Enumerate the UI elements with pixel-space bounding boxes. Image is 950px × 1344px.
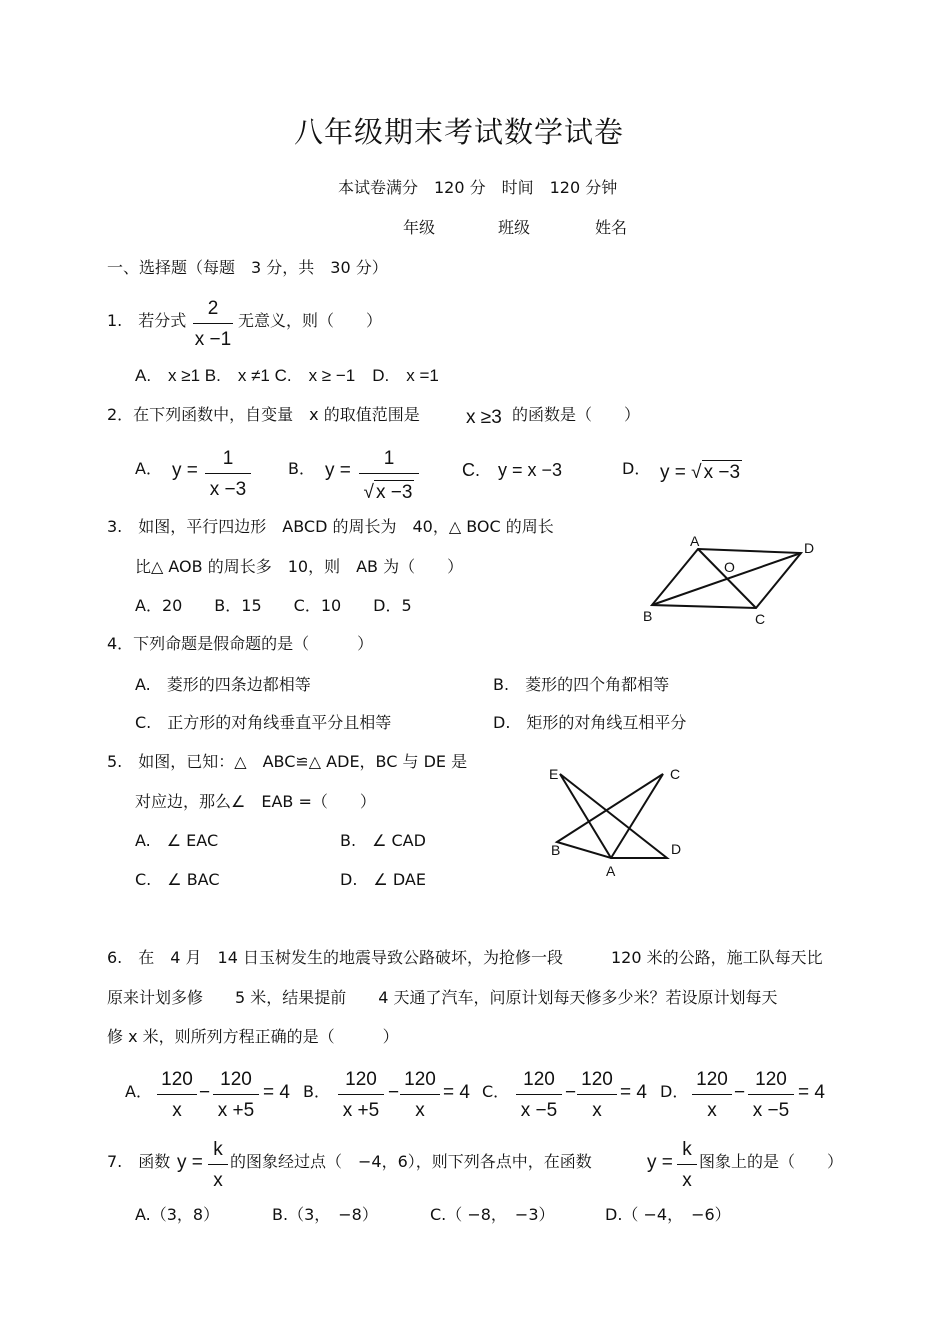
frac-num: k: [682, 1139, 692, 1160]
label-a: A: [690, 533, 700, 549]
q6-b-rhs: = 4: [443, 1082, 470, 1103]
q7-option-a: A.（3，8）: [135, 1205, 220, 1224]
label-b: B: [643, 608, 653, 624]
q2-b-radicand: x −3: [375, 482, 413, 503]
q6-b-op: −: [388, 1082, 400, 1103]
q1-frac-num: 2: [207, 298, 219, 319]
label-c: C: [755, 611, 766, 627]
q5-option-b: B. ∠ CAD: [340, 831, 426, 850]
q2-a-num: 1: [222, 448, 234, 469]
name-label: 姓名: [595, 218, 628, 237]
q7-mid: 的图象经过点（ −4，6），则下列各点中，在函数: [230, 1152, 592, 1171]
q7-lhs: y =: [177, 1152, 203, 1173]
q6-b-frac1: [338, 1070, 384, 1120]
triangle-ade: [560, 774, 667, 858]
frac-den: x −5: [520, 1100, 558, 1121]
q5-option-c: C. ∠ BAC: [135, 870, 220, 889]
frac-num: 120: [161, 1069, 193, 1090]
q6-d-label: D．: [660, 1082, 689, 1101]
fraction-bar: [359, 473, 419, 474]
q1-options: A. x ≥1 B. x ≠1 C. x ≥ −1 D. x =1: [135, 366, 439, 385]
q2-condition: x ≥3: [466, 407, 502, 428]
q6-line3: 修 x 米，则所列方程正确的是（ ）: [107, 1027, 399, 1046]
q6-b-label: B．: [303, 1082, 330, 1101]
q1-fraction: [193, 299, 233, 349]
q3-line2: 比△ AOB 的周长多 10，则 AB 为（ ）: [135, 557, 464, 576]
frac-den: x: [682, 1170, 692, 1191]
q6-c-frac2: [577, 1070, 617, 1120]
q6-b-frac2: [400, 1070, 440, 1120]
label-o: O: [724, 559, 735, 575]
fraction-bar: [205, 473, 251, 474]
q4-option-d: D. 矩形的对角线互相平分: [493, 713, 687, 732]
q2-b-den: [359, 480, 419, 502]
q7-fraction2: [677, 1140, 697, 1190]
label-e: E: [549, 766, 559, 782]
fraction-bar: [677, 1164, 697, 1165]
q2-option-a-lhs: y =: [172, 460, 198, 481]
q7-end: 图象上的是（ ）: [699, 1152, 844, 1171]
q2-option-a-label: A．: [135, 459, 162, 478]
q2-b-num: 1: [383, 448, 395, 469]
q4-stem: 4．下列命题是假命题的是（ ）: [107, 634, 374, 653]
q6-c-frac1: [516, 1070, 562, 1120]
frac-num: k: [213, 1139, 223, 1160]
q6-a-label: A．: [125, 1082, 152, 1101]
q7-prefix: 7. 函数: [107, 1152, 171, 1171]
sqrt-sign: √: [363, 482, 374, 503]
q2-a-den: x −3: [209, 479, 247, 500]
label-b: B: [551, 842, 561, 858]
triangle-abc: [557, 774, 663, 858]
q6-d-frac1: [692, 1070, 732, 1120]
q2-d-lhs: y =: [660, 462, 686, 483]
frac-den: x: [172, 1100, 182, 1121]
fraction-bar: [577, 1094, 617, 1095]
sqrt-sign: √: [691, 462, 702, 483]
q5-option-d: D. ∠ DAE: [340, 870, 426, 889]
q6-c-label: C．: [482, 1082, 510, 1101]
label-c: C: [670, 766, 681, 782]
frac-den: x: [415, 1100, 425, 1121]
q4-option-a: A. 菱形的四条边都相等: [135, 675, 311, 694]
q2-option-b-fraction: [359, 449, 419, 502]
q7-option-d: D.（ −4， −6）: [605, 1205, 731, 1224]
fraction-bar: [213, 1094, 259, 1095]
q6-a-rhs: = 4: [263, 1082, 290, 1103]
class-label: 班级: [498, 218, 531, 237]
q7-option-c: C.（ −8， −3）: [430, 1205, 555, 1224]
fraction-bar: [193, 323, 233, 324]
frac-num: 120: [581, 1069, 613, 1090]
q3-line1: 3. 如图，平行四边形 ABCD 的周长为 40，△ BOC 的周长: [107, 517, 554, 536]
q2-option-b-label: B．: [288, 459, 315, 478]
q6-a-frac2: [213, 1070, 259, 1120]
q1-prefix: 1. 若分式: [107, 311, 187, 330]
q2-d-radicand: x −3: [703, 462, 741, 483]
q3-options: A．20 B．15 C．10 D．5: [135, 596, 412, 615]
frac-den: x: [213, 1170, 223, 1191]
frac-den: x +5: [342, 1100, 380, 1121]
q2-option-d: [660, 460, 742, 482]
frac-num: 120: [345, 1069, 377, 1090]
q2-option-c: C. y = x −3: [462, 460, 563, 480]
q1-suffix: 无意义，则（ ）: [238, 311, 383, 330]
q2-option-a-fraction: [205, 449, 251, 499]
frac-num: 120: [523, 1069, 555, 1090]
frac-num: 120: [755, 1069, 787, 1090]
q6-a-frac1: [157, 1070, 197, 1120]
q6-d-rhs: = 4: [798, 1082, 825, 1103]
frac-num: 120: [696, 1069, 728, 1090]
grade-label: 年级: [403, 218, 436, 237]
frac-num: 120: [220, 1069, 252, 1090]
frac-num: 120: [404, 1069, 436, 1090]
frac-den: x +5: [217, 1100, 255, 1121]
q5-line2: 对应边，那么∠ EAB =（ ）: [135, 792, 376, 811]
q6-d-frac2: [748, 1070, 794, 1120]
q7-lhs2: y =: [647, 1152, 673, 1173]
frac-den: x: [592, 1100, 602, 1121]
fraction-bar: [516, 1094, 562, 1095]
q5-line1: 5. 如图，已知：△ ABC≌△ ADE，BC 与 DE 是: [107, 752, 468, 771]
q6-line1: 6. 在 4 月 14 日玉树发生的地震导致公路破坏，为抢修一段 120 米的公路，施工队每天比: [107, 948, 823, 967]
parallelogram-figure: [636, 532, 836, 632]
label-a: A: [606, 863, 616, 879]
q7-option-b: B.（3， −8）: [272, 1205, 378, 1224]
q6-line2: 原来计划多修 5 米，结果提前 4 天通了汽车，问原计划每天修多少米？若设原计划每天: [107, 988, 778, 1007]
fraction-bar: [157, 1094, 197, 1095]
q4-option-b: B. 菱形的四个角都相等: [493, 675, 670, 694]
q6-c-op: −: [565, 1082, 577, 1103]
q1-frac-den: x −1: [194, 329, 232, 350]
q2-option-d-label: D．: [622, 459, 651, 478]
frac-den: x: [707, 1100, 717, 1121]
label-d: D: [671, 841, 682, 857]
fraction-bar: [692, 1094, 732, 1095]
q6-d-op: −: [734, 1082, 746, 1103]
frac-den: x −5: [752, 1100, 790, 1121]
page-title: 八年级期末考试数学试卷: [294, 115, 625, 149]
label-d: D: [804, 540, 815, 556]
fraction-bar: [748, 1094, 794, 1095]
q6-c-rhs: = 4: [620, 1082, 647, 1103]
q2-stem-end: 的函数是（ ）: [512, 405, 641, 424]
q6-a-op: −: [199, 1082, 211, 1103]
q2-stem: 2．在下列函数中，自变量 x 的取值范围是: [107, 405, 420, 424]
section-heading: 一、选择题（每题 3 分，共 30 分）: [107, 258, 388, 277]
fraction-bar: [208, 1164, 228, 1165]
triangles-figure: [545, 762, 705, 882]
q2-option-b-lhs: y =: [325, 460, 351, 481]
fraction-bar: [400, 1094, 440, 1095]
exam-subtitle: 本试卷满分 120 分 时间 120 分钟: [338, 178, 618, 197]
q4-option-c: C. 正方形的对角线垂直平分且相等: [135, 713, 392, 732]
q7-fraction: [208, 1140, 228, 1190]
fraction-bar: [338, 1094, 384, 1095]
q5-option-a: A. ∠ EAC: [135, 831, 219, 850]
